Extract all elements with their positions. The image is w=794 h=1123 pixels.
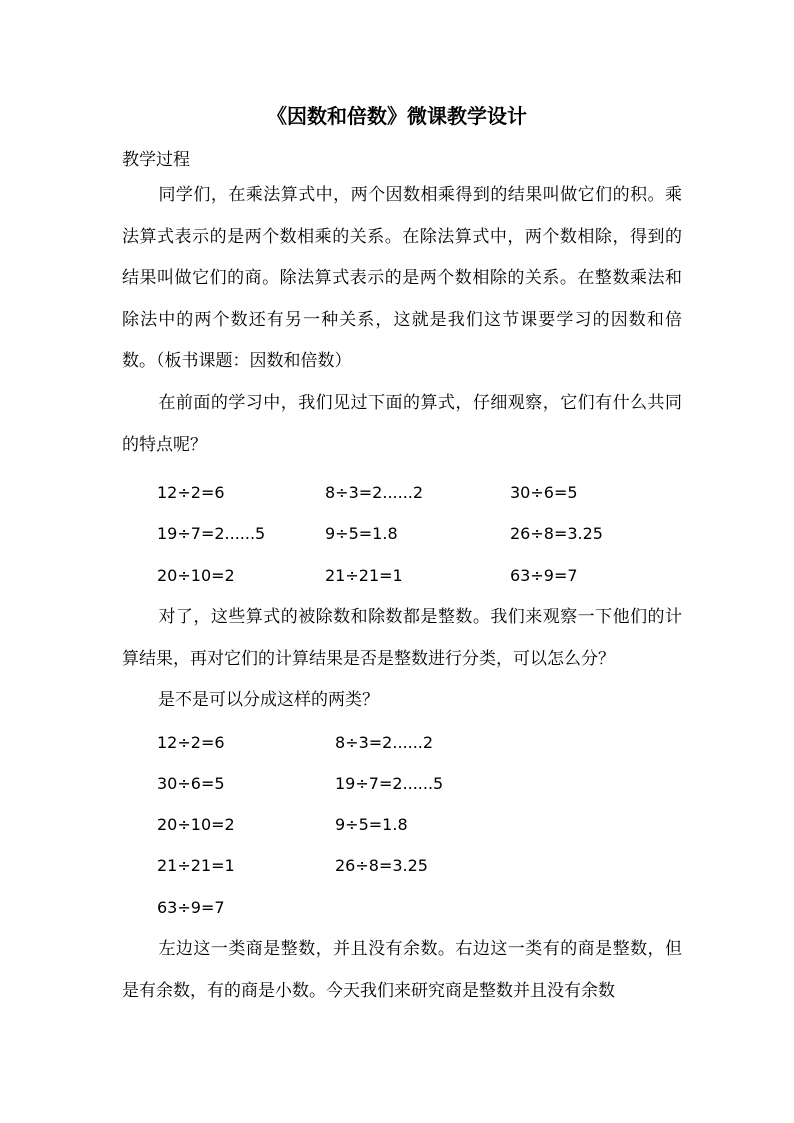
- paragraph-two-classes: [122, 680, 682, 722]
- paragraph-intro: [122, 175, 682, 383]
- equation-r3c1: 20÷10=2: [157, 566, 235, 585]
- right-class-equation: 8÷3=2......2: [335, 733, 434, 752]
- left-class-equation: 20÷10=2: [157, 815, 235, 834]
- paragraph-question-text: 在前面的学习中，我们见过下面的算式，仔细观察，它们有什么共同的特点呢？: [122, 393, 682, 455]
- right-class-equation: 19÷7=2......5: [335, 774, 444, 793]
- equation-r3c3: 63÷9=7: [510, 566, 578, 585]
- paragraph-classify-text: 对了，这些算式的被除数和除数都是整数。我们来观察一下他们的计算结果，再对它们的计算结果是否是整数进行分类，可以怎么分？: [122, 607, 682, 669]
- section-heading: 教学过程: [122, 150, 190, 170]
- paragraph-classify: [122, 597, 682, 680]
- paragraph-conclusion: [122, 929, 682, 1012]
- paragraph-intro-text: 同学们，在乘法算式中，两个因数相乘得到的结果叫做它们的积。乘法算式表示的是两个数相乘的关系。在除法算式中，两个数相除，得到的结果叫做它们的商。除法算式表示的是两个数相除的关系。在整数乘法和除法中的两个数还有另一种关系，这就是我们这节课要学习的因数和倍数。（板书课题：因数和倍数）: [122, 185, 682, 371]
- equation-r1c1: 12÷2=6: [157, 483, 225, 502]
- equation-r1c3: 30÷6=5: [510, 483, 578, 502]
- left-class-equation: 12÷2=6: [157, 733, 225, 752]
- document-title: 《因数和倍数》微课教学设计: [267, 104, 527, 128]
- left-class-equation: 30÷6=5: [157, 774, 225, 793]
- paragraph-two-classes-text: 是不是可以分成这样的两类？: [158, 690, 379, 710]
- equation-r2c2: 9÷5=1.8: [325, 524, 398, 543]
- equation-r2c3: 26÷8=3.25: [510, 524, 603, 543]
- equation-r3c2: 21÷21=1: [325, 566, 403, 585]
- equation-r1c2: 8÷3=2......2: [325, 483, 424, 502]
- right-class-equation: 26÷8=3.25: [335, 856, 428, 875]
- paragraph-conclusion-text: 左边这一类商是整数，并且没有余数。右边这一类有的商是整数，但是有余数，有的商是小数。今天我们来研究商是整数并且没有余数: [122, 939, 682, 1001]
- left-class-equation: 63÷9=7: [157, 898, 225, 917]
- equation-r2c1: 19÷7=2......5: [157, 524, 266, 543]
- left-class-equation: 21÷21=1: [157, 856, 235, 875]
- right-class-equation: 9÷5=1.8: [335, 815, 408, 834]
- paragraph-question: [122, 383, 682, 466]
